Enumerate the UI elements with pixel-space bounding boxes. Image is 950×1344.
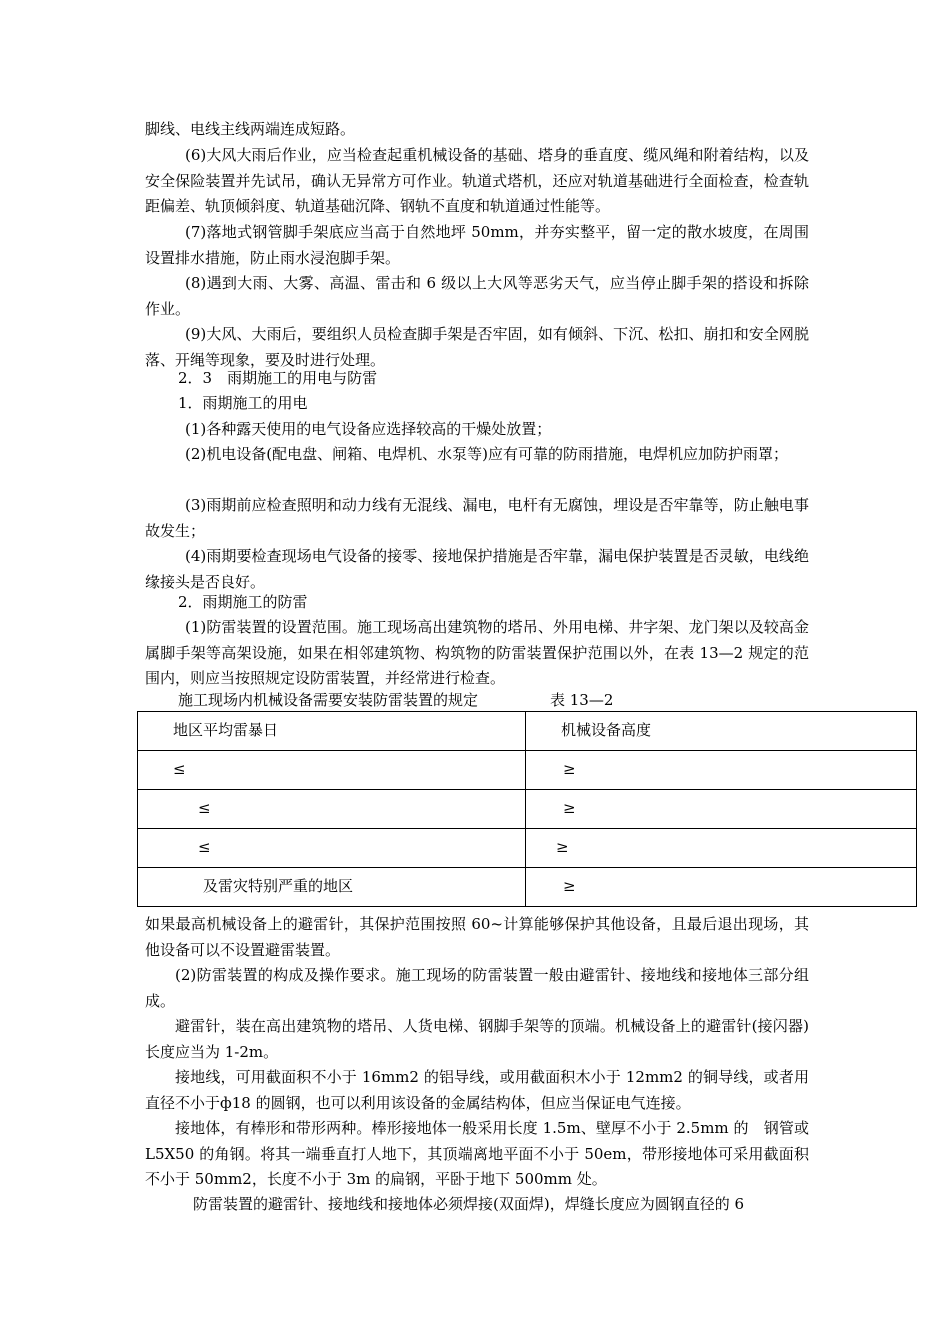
table-header-row	[138, 712, 917, 751]
paragraph-15: 接地体，有棒形和带形两种。棒形接地体一般采用长度 1.5m、壁厚不小于 2.5mm 的 钢管或 L5X50 的角钢。将其一端垂直打人地下，其顶端离地平面不小于 50em，带形接地体可采用截面积不小于 50mm2，长度不小于 3m 的扁钢，平卧于地下 500mm 处。	[145, 1119, 809, 1189]
cell-height: ≥	[563, 877, 576, 895]
table-row	[138, 751, 917, 790]
paragraph-1: 脚线、电线主线两端连成短路。	[145, 120, 356, 138]
cell-days: 及雷灾特别严重的地区	[203, 877, 354, 895]
paragraph-6: (1)各种露天使用的电气设备应选择较高的干燥处放置；	[185, 420, 552, 438]
cell-height: ≥	[563, 799, 576, 817]
paragraph-2: (6)大风大雨后作业，应当检查起重机械设备的基础、塔身的垂直度、缆风绳和附着结构，以及安全保险装置并先试吊，确认无异常方可作业。轨道式塔机，还应对轨道基础进行全面检查，检查轨距偏差、轨顶倾斜度、轨道基础沉降、钢轨不直度和轨道通过性能等。	[145, 146, 809, 216]
cell-days: ≤	[173, 760, 186, 778]
table-row	[138, 790, 917, 829]
table-number: 表 13—2	[550, 691, 614, 709]
paragraph-10: (1)防雷装置的设置范围。施工现场高出建筑物的塔吊、外用电梯、井字架、龙门架以及较高金属脚手架等高架设施，如果在相邻建筑物、构筑物的防雷装置保护范围以外，在表 13—2 规定的范围内，则应当按照规定设防雷装置，并经常进行检查。	[145, 618, 809, 688]
table-row	[138, 868, 917, 907]
paragraph-5: (9)大风、大雨后，要组织人员检查脚手架是否牢固，如有倾斜、下沉、松扣、崩扣和安全网脱落、开绳等现象，要及时进行处理。	[145, 325, 809, 369]
cell-days: ≤	[198, 799, 211, 817]
header-equipment-height: 机械设备高度	[561, 721, 652, 739]
paragraph-11: 如果最高机械设备上的避雷针，其保护范围按照 60~计算能够保护其他设备，且最后退出现场，其他设备可以不设置避雷装置。	[145, 915, 809, 959]
paragraph-7: (2)机电设备(配电盘、闸箱、电焊机、水泵等)应有可靠的防雨措施，电焊机应加防护雨罩；	[185, 445, 788, 463]
paragraph-13: 避雷针，装在高出建筑物的塔吊、人货电梯、钢脚手架等的顶端。机械设备上的避雷针(接闪器)长度应当为 1-2m。	[145, 1017, 809, 1061]
paragraph-16: 防雷装置的避雷针、接地线和接地体必须焊接(双面焊)，焊缝长度应为圆钢直径的 6	[193, 1195, 745, 1213]
paragraph-14: 接地线，可用截面积不小于 16mm2 的铝导线，或用截面积木小于 12mm2 的铜导线，或者用直径不小于ф18 的圆钢，也可以利用该设备的金属结构体，但应当保证电气连接。	[145, 1068, 809, 1112]
cell-height: ≥	[563, 760, 576, 778]
paragraph-8: (3)雨期前应检查照明和动力线有无混线、漏电，电杆有无腐蚀，埋设是否牢靠等，防止触电事故发生；	[145, 496, 809, 540]
table-caption: 施工现场内机械设备需要安装防雷装置的规定	[178, 691, 479, 709]
cell-height: ≥	[556, 838, 569, 856]
header-thunderstorm-days: 地区平均雷暴日	[173, 721, 279, 739]
subheading-2: 2．雨期施工的防雷	[178, 593, 308, 611]
cell-days: ≤	[198, 838, 211, 856]
paragraph-4: (8)遇到大雨、大雾、高温、雷击和 6 级以上大风等恶劣天气，应当停止脚手架的搭设和拆除作业。	[145, 274, 809, 318]
section-heading-2-3: 2．3 雨期施工的用电与防雷	[178, 369, 378, 387]
paragraph-12: (2)防雷装置的构成及操作要求。施工现场的防雷装置一般由避雷针、接地线和接地体三部分组成。	[145, 966, 809, 1010]
table-row	[138, 829, 917, 868]
paragraph-9: (4)雨期要检查现场电气设备的接零、接地保护措施是否牢靠，漏电保护装置是否灵敏，电线绝缘接头是否良好。	[145, 547, 809, 591]
lightning-protection-table	[137, 711, 917, 907]
subheading-1: 1．雨期施工的用电	[178, 394, 308, 412]
paragraph-3: (7)落地式钢管脚手架底应当高于自然地坪 50mm，并夯实整平，留一定的散水坡度，在周围设置排水措施，防止雨水浸泡脚手架。	[145, 223, 809, 267]
